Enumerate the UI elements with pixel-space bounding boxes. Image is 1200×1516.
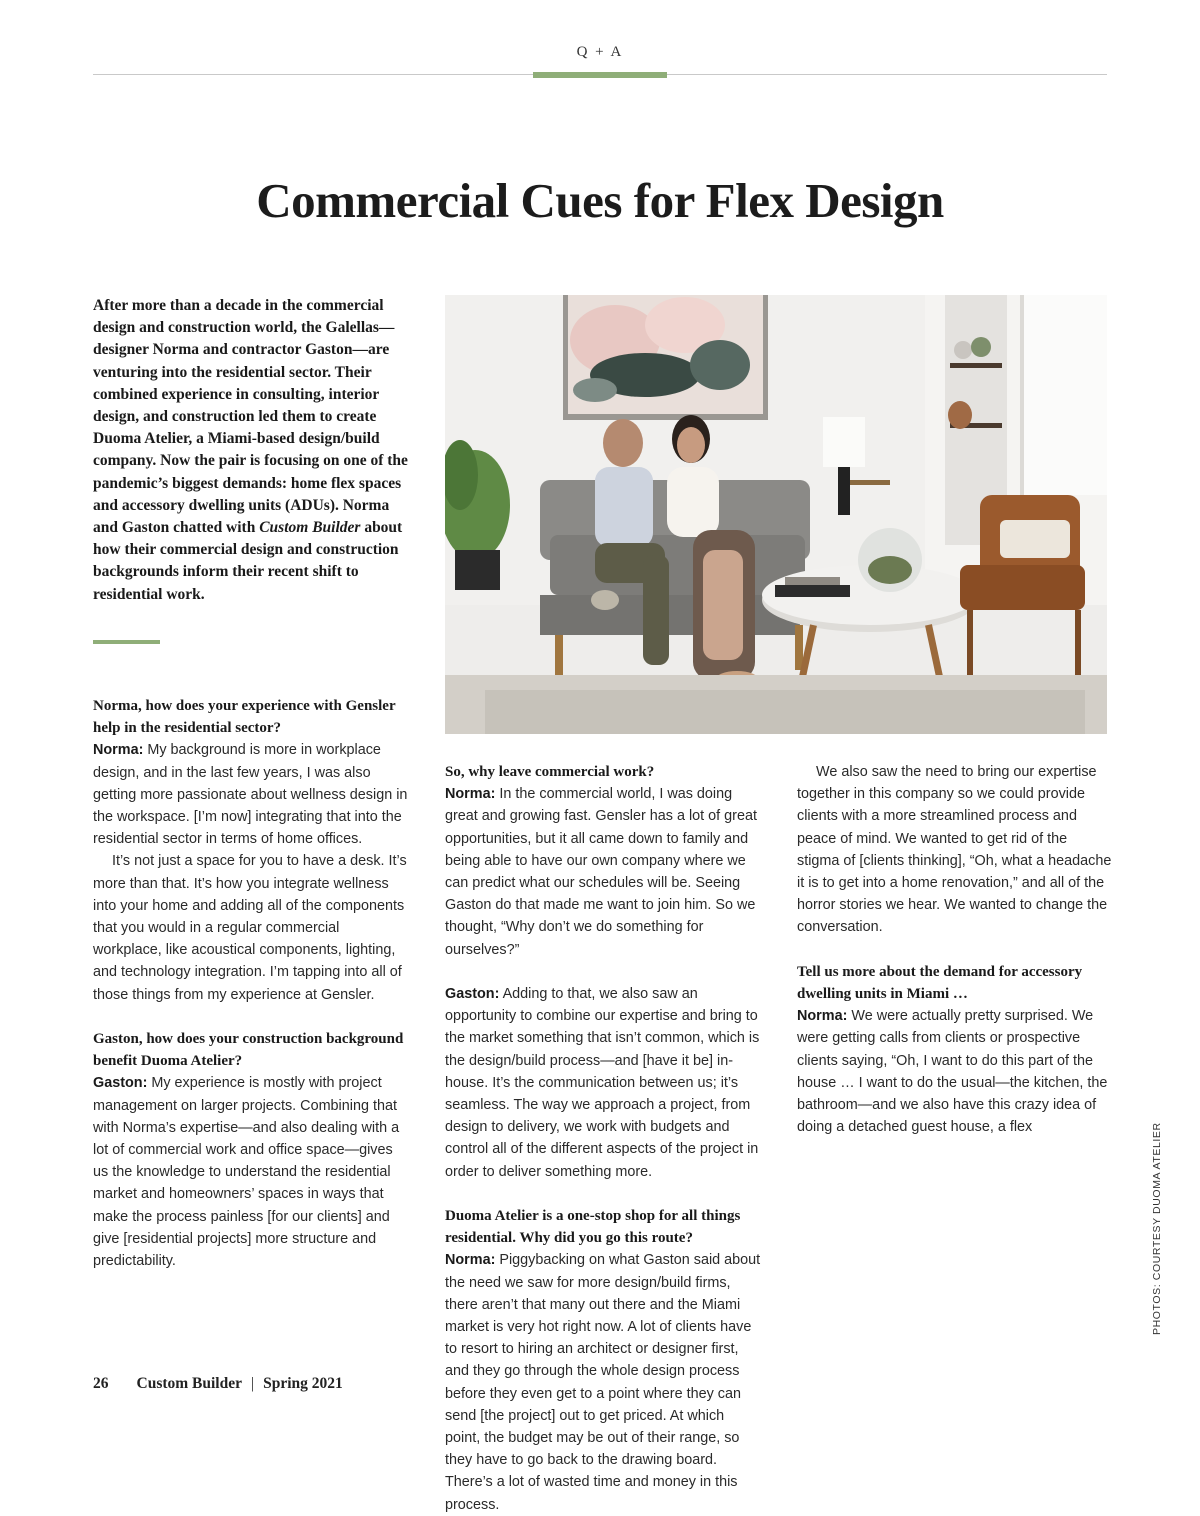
question-heading: So, why leave commercial work?	[445, 764, 655, 780]
question-heading: Norma, how does your experience with Gensler help in the residential sector?	[93, 698, 396, 737]
answer-paragraph: Norma: We were actually pretty surprised. We were getting calls from clients or prospective clients saying, “Oh, I want to do this part of the house … I want to do the usual—the kitchen, the bathroom—and we also have this crazy idea of doing a detached guest house, a flex	[797, 1008, 1108, 1136]
question-heading: Duoma Atelier is a one-stop shop for all things residential. Why did you go this route?	[445, 1208, 741, 1247]
publication-name: Custom Builder	[136, 1375, 242, 1392]
header-accent-bar	[533, 72, 667, 78]
answer-paragraph: Gaston: My experience is mostly with project management on larger projects. Combining that with Norma’s expertise—and also dealing with a lot of commercial work and office space—gives us the knowledge to understand the residential market and homeowners’ spaces in ways that make the process painless [for our clients] and give [residential projects] more structure and predictability.	[93, 1075, 400, 1270]
article-column-2	[445, 761, 763, 1516]
speaker-label: Norma:	[445, 1252, 496, 1269]
answer-paragraph: Norma: Piggybacking on what Gaston said about the need we saw for more design/build firms, there aren’t that many out there and the Miami market is very hot right now. A lot of clients have to resort to hiring an architect or designer first, and they go through the whole design process before they even get to a point where they can send [the project] out to get priced. At which point, the budget may be out of their range, so they have to go back to the drawing board. There’s a lot of wasted time and money in this process.	[445, 1252, 761, 1513]
portrait-photo	[445, 295, 1107, 734]
question-heading: Tell us more about the demand for accessory dwelling units in Miami …	[797, 963, 1083, 1003]
speaker-label: Norma:	[797, 1008, 848, 1025]
article-column-1	[93, 695, 411, 1272]
speaker-label: Norma:	[93, 742, 144, 759]
article-intro: After more than a decade in the commercial design and construction world, the Galellas—designer Norma and contractor Gaston—are venturing into the residential sector. Their combined experience in consulting, interior design, and construction led them to create Duoma Atelier, a Miami-based design/build company. Now the pair is focusing on one of the pandemic’s biggest demands: home flex spaces and accessory dwelling units (ADUs). Norma and Gaston chatted with Custom Builder about how their commercial design and construction backgrounds inform their recent shift to residential work.	[93, 297, 408, 603]
issue-label: Spring 2021	[263, 1375, 343, 1392]
speaker-label: Gaston:	[93, 1075, 148, 1092]
answer-paragraph: We also saw the need to bring our expertise together in this company so we could provide clients with a more streamlined process and peace of mind. We wanted to get rid of the stigma of [clients thinking], “Oh, what a headache it is to get into a home renovation,” and all of the horror stories we hear. We wanted to change the conversation.	[797, 764, 1112, 936]
answer-paragraph: It’s not just a space for you to have a desk. It’s more than that. It’s how you integrate wellness into your home and adding all of the components that you would in a regular commercial workplace, like acoustical components, lighting, and technology integration. I’m tapping into all of those things from my experience at Gensler.	[93, 853, 407, 1003]
answer-paragraph: Gaston: Adding to that, we also saw an opportunity to combine our expertise and bring to the market something that isn’t common, which is the design/build process—and [have it be] in-house. It’s the communication between us; it’s seamless. The way we approach a project, from design to delivery, we work with budgets and control all of the different aspects of the project in order to deliver something more.	[445, 986, 760, 1180]
footer-separator: |	[251, 1375, 255, 1392]
article-title: Commercial Cues for Flex Design	[256, 173, 944, 228]
question-heading: Gaston, how does your construction background benefit Duoma Atelier?	[93, 1031, 404, 1070]
section-label: Q + A	[576, 44, 624, 60]
photo-credit: PHOTOS: COURTESY DUOMA ATELIER	[1151, 1122, 1163, 1335]
speaker-label: Norma:	[445, 786, 496, 803]
page-footer	[93, 1375, 343, 1393]
speaker-label: Gaston:	[445, 986, 500, 1003]
article-column-3	[797, 761, 1113, 1138]
intro-accent-bar	[93, 640, 160, 644]
answer-paragraph: Norma: In the commercial world, I was doing great and growing fast. Gensler has a lot of great opportunities, but it all came down to family and being able to have our own company where we can predict what our schedules will be. Seeing Gaston do that made me want to join him. So we thought, “Why don’t we do something for ourselves?”	[445, 786, 757, 958]
page-number: 26	[93, 1375, 109, 1392]
answer-paragraph: Norma: My background is more in workplace design, and in the last few years, I was also getting more passionate about wellness design in the workspace. [I’m now] integrating that into the residential sector in terms of home offices.	[93, 742, 408, 848]
